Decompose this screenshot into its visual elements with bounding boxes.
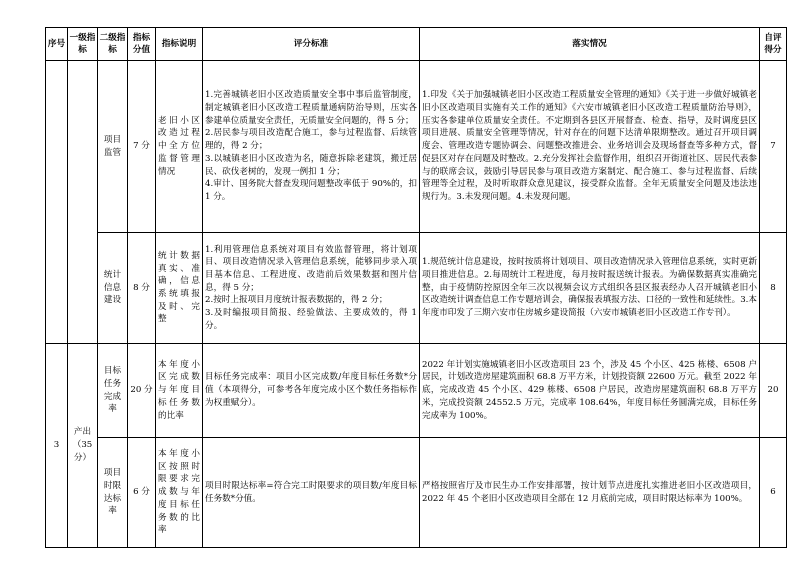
criteria-cell: 1.完善城镇老旧小区改造质量安全事中事后监管制度，制定城镇老旧小区改造工程质量通病防治导则，压实各参建单位质量安全责任，无质量安全问题的，得 5 分； 2.居民参与项目改造配合施工，参与过程监督、后续管理的，得 2 分； 3.以城镇老旧小区改造为名，随意拆除老建筑，搬迁居民、砍伐老树的，发现一例扣 1 分； 4.审计、国务院大督查发现问题整改率低于 90%的，扣 1 分。 [203, 61, 420, 233]
header-score: 指标分值 [128, 28, 156, 61]
score-cell: 20 分 [128, 344, 156, 438]
desc-cell: 老旧小区改造过程中全方位监督管理情况 [156, 61, 203, 233]
desc-cell: 本年度小区按照时限要求完成数与年度目标任务数的比率 [156, 438, 203, 548]
impl-cell: 严格按照省厅及市民生办工作安排部署，按计划节点进度扎实推进老旧小区改造项目，2022 年 45 个老旧小区改造项目全部在 12 月底前完成，项目时限达标率为 100%。 [420, 438, 760, 548]
seq-cell: 3 [46, 344, 68, 548]
header-seq: 序号 [46, 28, 68, 61]
header-level2: 二级指标 [98, 28, 128, 61]
desc-cell: 统计数据真实、准确，信息系统填报及时、完整 [156, 233, 203, 344]
score-cell: 8 分 [128, 233, 156, 344]
level2-cell: 项目时限达标率 [98, 438, 128, 548]
evaluation-table [45, 27, 787, 548]
level2-cell: 统计信息建设 [98, 233, 128, 344]
table-row [46, 233, 787, 344]
level2-cell: 项目监管 [98, 61, 128, 233]
score-cell: 6 分 [128, 438, 156, 548]
table-row [46, 438, 787, 548]
header-impl: 落实情况 [420, 28, 760, 61]
desc-cell: 本年度小区完成数与年度目标任务数的比率 [156, 344, 203, 438]
header-desc: 指标说明 [156, 28, 203, 61]
header-self: 自评得分 [760, 28, 787, 61]
table-row [46, 344, 787, 438]
self-score-cell: 6 [760, 438, 787, 548]
impl-cell: 2022 年计划实施城镇老旧小区改造项目 23 个，涉及 45 个小区、425 栋楼、6508 户居民，计划改造房屋建筑面积 68.8 万平方米，计划投资额 22600 万元。截至 2022 年底，完成改造 45 个小区、429 栋楼、6508 户居民，改造房屋建筑面积 68.8 万平方米，完成投资额 24552.5 万元，完成率 108.64%，年度目标任务圆满完成，目标任务完成率为 100%。 [420, 344, 760, 438]
score-cell: 7 分 [128, 61, 156, 233]
level1-cell: 产出（35分） [68, 344, 98, 548]
level2-cell: 目标任务完成率 [98, 344, 128, 438]
impl-cell: 1.规范统计信息建设，按时按质将计划项目、项目改造情况录入管理信息系统，实时更新项目推进信息。2.每周统计工程进度，每月按时报送统计报表。为确保数据真实准确完整，由于疫情防控原因全年三次以视频会议方式组织各县区报表经办人召开城镇老旧小区改造统计调查信息工作专题培训会，确保报表填报方法、口径的一致性和延续性。3.本年度市印发了三期六安市住房城乡建设简报（六安市城镇老旧小区改造工作专刊）。 [420, 233, 760, 344]
table-row [46, 61, 787, 233]
criteria-cell: 目标任务完成率：项目小区完成数/年度目标任务数*分值（本项得分，可参考各年度完成小区个数任务指标作为权重赋分）。 [203, 344, 420, 438]
level1-cell-empty [68, 61, 98, 344]
header-level1: 一级指标 [68, 28, 98, 61]
impl-cell: 1.印发《关于加强城镇老旧小区改造工程质量安全管理的通知》《关于进一步做好城镇老旧小区改造项目实施有关工作的通知》《六安市城镇老旧小区改造工程质量防治导则》，压实各参建单位质量安全责任。不定期到各县区开展督查、检查、指导，及时调度县区项目进展、质量安全管理等情况，针对存在的问题下达清单限期整改。通过召开项目调度会、管理改造专题协调会、问题整改推进会、业务培训会及现场督查等多种方式，督促县区对存在问题及时整改。2.充分发挥社会监督作用，组织召开街道社区、居民代表参与的联席会议，鼓励引导居民参与项目改造方案制定、配合施工、参与过程监督、后续管理等全过程，及时听取群众意见建议，接受群众监督。全年无质量安全问题及违法违规行为。3.未发现问题。4.未发现问题。 [420, 61, 760, 233]
criteria-cell: 1.利用管理信息系统对项目有效监督管理，将计划项目、项目改造情况录入管理信息系统，能够同步录入项目基本信息、工程进度、改造前后效果数据和图片信息，得 5 分； 2.按时上报项目月度统计报表数据的，得 2 分； 3.及时编报项目简报、经验做法、主要成效的，得 1 分。 [203, 233, 420, 344]
self-score-cell: 7 [760, 61, 787, 233]
criteria-cell: 项目时限达标率=符合完工时限要求的项目数/年度目标任务数*分值。 [203, 438, 420, 548]
self-score-cell: 20 [760, 344, 787, 438]
seq-cell-empty [46, 61, 68, 344]
self-score-cell: 8 [760, 233, 787, 344]
header-criteria: 评分标准 [203, 28, 420, 61]
header-row [46, 28, 787, 61]
